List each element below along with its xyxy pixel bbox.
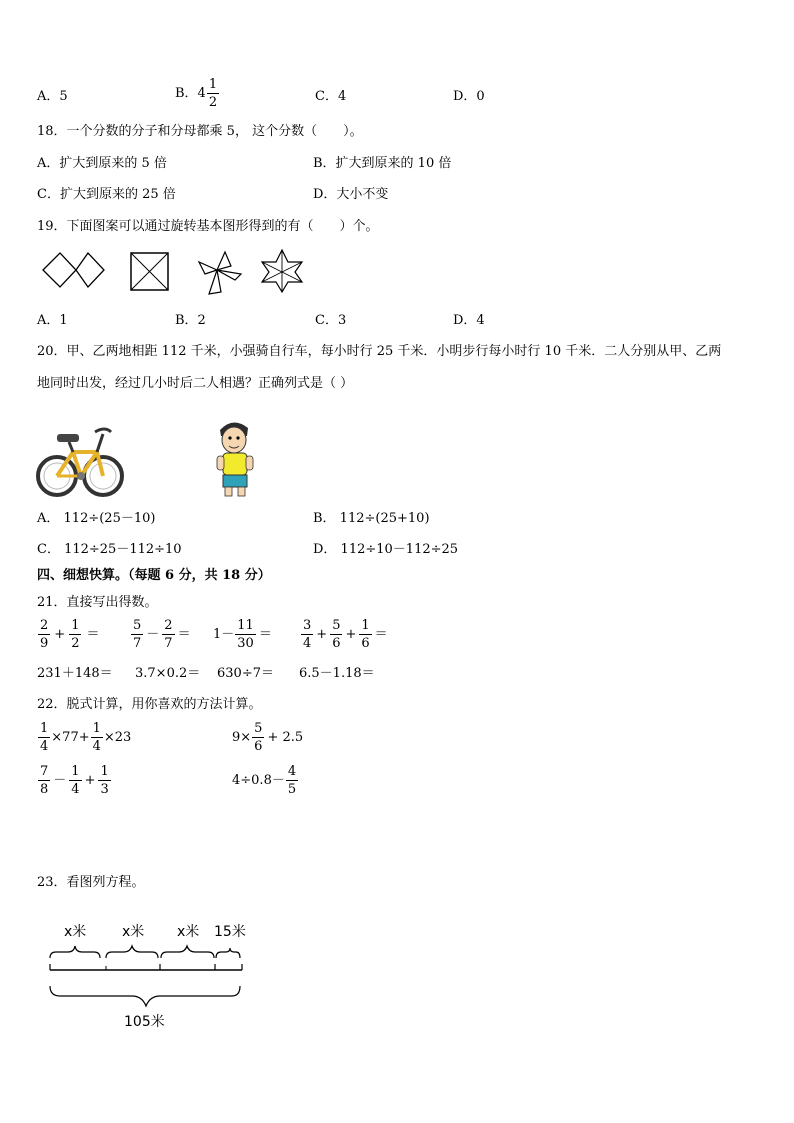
q22-expression-4: 4÷0.8－ $\frac{4}{5}$ bbox=[232, 764, 297, 797]
q19-option-c: C．3 bbox=[315, 313, 347, 328]
q17-option-b-prefix: B．4 bbox=[175, 86, 206, 101]
q19-option-b: B．2 bbox=[175, 313, 206, 328]
q20-stem-line1: 20．甲、乙两地相距 112 千米，小强骑自行车，每小时行 25 千米．小明步行每小时行 10 千米．二人分别从甲、乙两 bbox=[37, 344, 722, 359]
bicycle-icon bbox=[37, 420, 123, 498]
q21-row2-item-2: 3.7×0.2＝ bbox=[135, 666, 201, 681]
q18-stem: 18．一个分数的分子和分母都乘 5， 这个分数（ ）。 bbox=[37, 124, 363, 139]
segment-label-3: x米 bbox=[177, 924, 200, 940]
q18-option-a: A．扩大到原来的 5 倍 bbox=[37, 156, 167, 171]
q20-option-d: D． 112÷10－112÷25 bbox=[313, 542, 459, 557]
q17-option-b bbox=[175, 78, 220, 109]
q17-option-c: C．4 bbox=[315, 89, 347, 104]
q18-option-b: B．扩大到原来的 10 倍 bbox=[313, 156, 452, 171]
total-length-label: 105米 bbox=[124, 1014, 165, 1030]
segment-label-2: x米 bbox=[122, 924, 145, 940]
boy-icon bbox=[215, 418, 255, 498]
q21-expression-3: 1－ $\frac{11}{30}$ ＝ bbox=[213, 618, 272, 651]
q21-expression-4: $\frac{3}{4}$ + $\frac{5}{6}$ + $\frac{1}{6}$ ＝ bbox=[303, 618, 388, 651]
q21-expression-2: $\frac{5}{7}$ － $\frac{2}{7}$ ＝ bbox=[133, 618, 191, 651]
q17-option-b-fraction: $\frac{1}{2}$ bbox=[208, 77, 218, 110]
square-with-diagonals-figure bbox=[130, 252, 170, 292]
q20-option-c: C． 112÷25－112÷10 bbox=[37, 542, 182, 557]
q23-stem: 23．看图列方程。 bbox=[37, 875, 145, 890]
segment-label-4: 15米 bbox=[214, 924, 246, 940]
two-rhombus-figure bbox=[40, 250, 106, 290]
q21-row2-item-3: 630÷7＝ bbox=[217, 666, 274, 681]
section4-heading: 四、细想快算。（每题 6 分，共 18 分） bbox=[37, 568, 271, 583]
q19-stem: 19．下面图案可以通过旋转基本图形得到的有（ ）个。 bbox=[37, 219, 379, 234]
q22-expression-3: $\frac{7}{8}$ － $\frac{1}{4}$ + $\frac{1}{3}$ bbox=[40, 764, 109, 797]
q20-option-a: A． 112÷(25－10) bbox=[37, 511, 156, 526]
q19-option-a: A．1 bbox=[37, 313, 68, 328]
q22-stem: 22．脱式计算，用你喜欢的方法计算。 bbox=[37, 697, 262, 712]
q17-option-d: D．0 bbox=[453, 89, 485, 104]
q17-option-a: A．5 bbox=[37, 89, 68, 104]
q21-row2-item-1: 231＋148＝ bbox=[37, 666, 113, 681]
q22-expression-1: $\frac{1}{4}$ ×77+ $\frac{1}{4}$ ×23 bbox=[40, 721, 132, 754]
q21-stem: 21．直接写出得数。 bbox=[37, 595, 158, 610]
q18-option-c: C．扩大到原来的 25 倍 bbox=[37, 187, 176, 202]
pinwheel-figure bbox=[195, 250, 245, 296]
q22-expression-2: 9× $\frac{5}{6}$ + 2.5 bbox=[232, 721, 304, 754]
q18-option-d: D．大小不变 bbox=[313, 187, 389, 202]
segment-label-1: x米 bbox=[64, 924, 87, 940]
q21-row2-item-4: 6.5－1.18＝ bbox=[299, 666, 375, 681]
segment-diagram bbox=[40, 938, 250, 1013]
q19-option-d: D．4 bbox=[453, 313, 485, 328]
q20-option-b: B． 112÷(25+10) bbox=[313, 511, 430, 526]
q20-stem-line2: 地同时出发，经过几小时后二人相遇？正确列式是（ ） bbox=[37, 376, 354, 391]
q21-expression-1: $\frac{2}{9}$ + $\frac{1}{2}$ ＝ bbox=[40, 618, 100, 651]
star-of-rhombuses-figure bbox=[258, 248, 306, 294]
